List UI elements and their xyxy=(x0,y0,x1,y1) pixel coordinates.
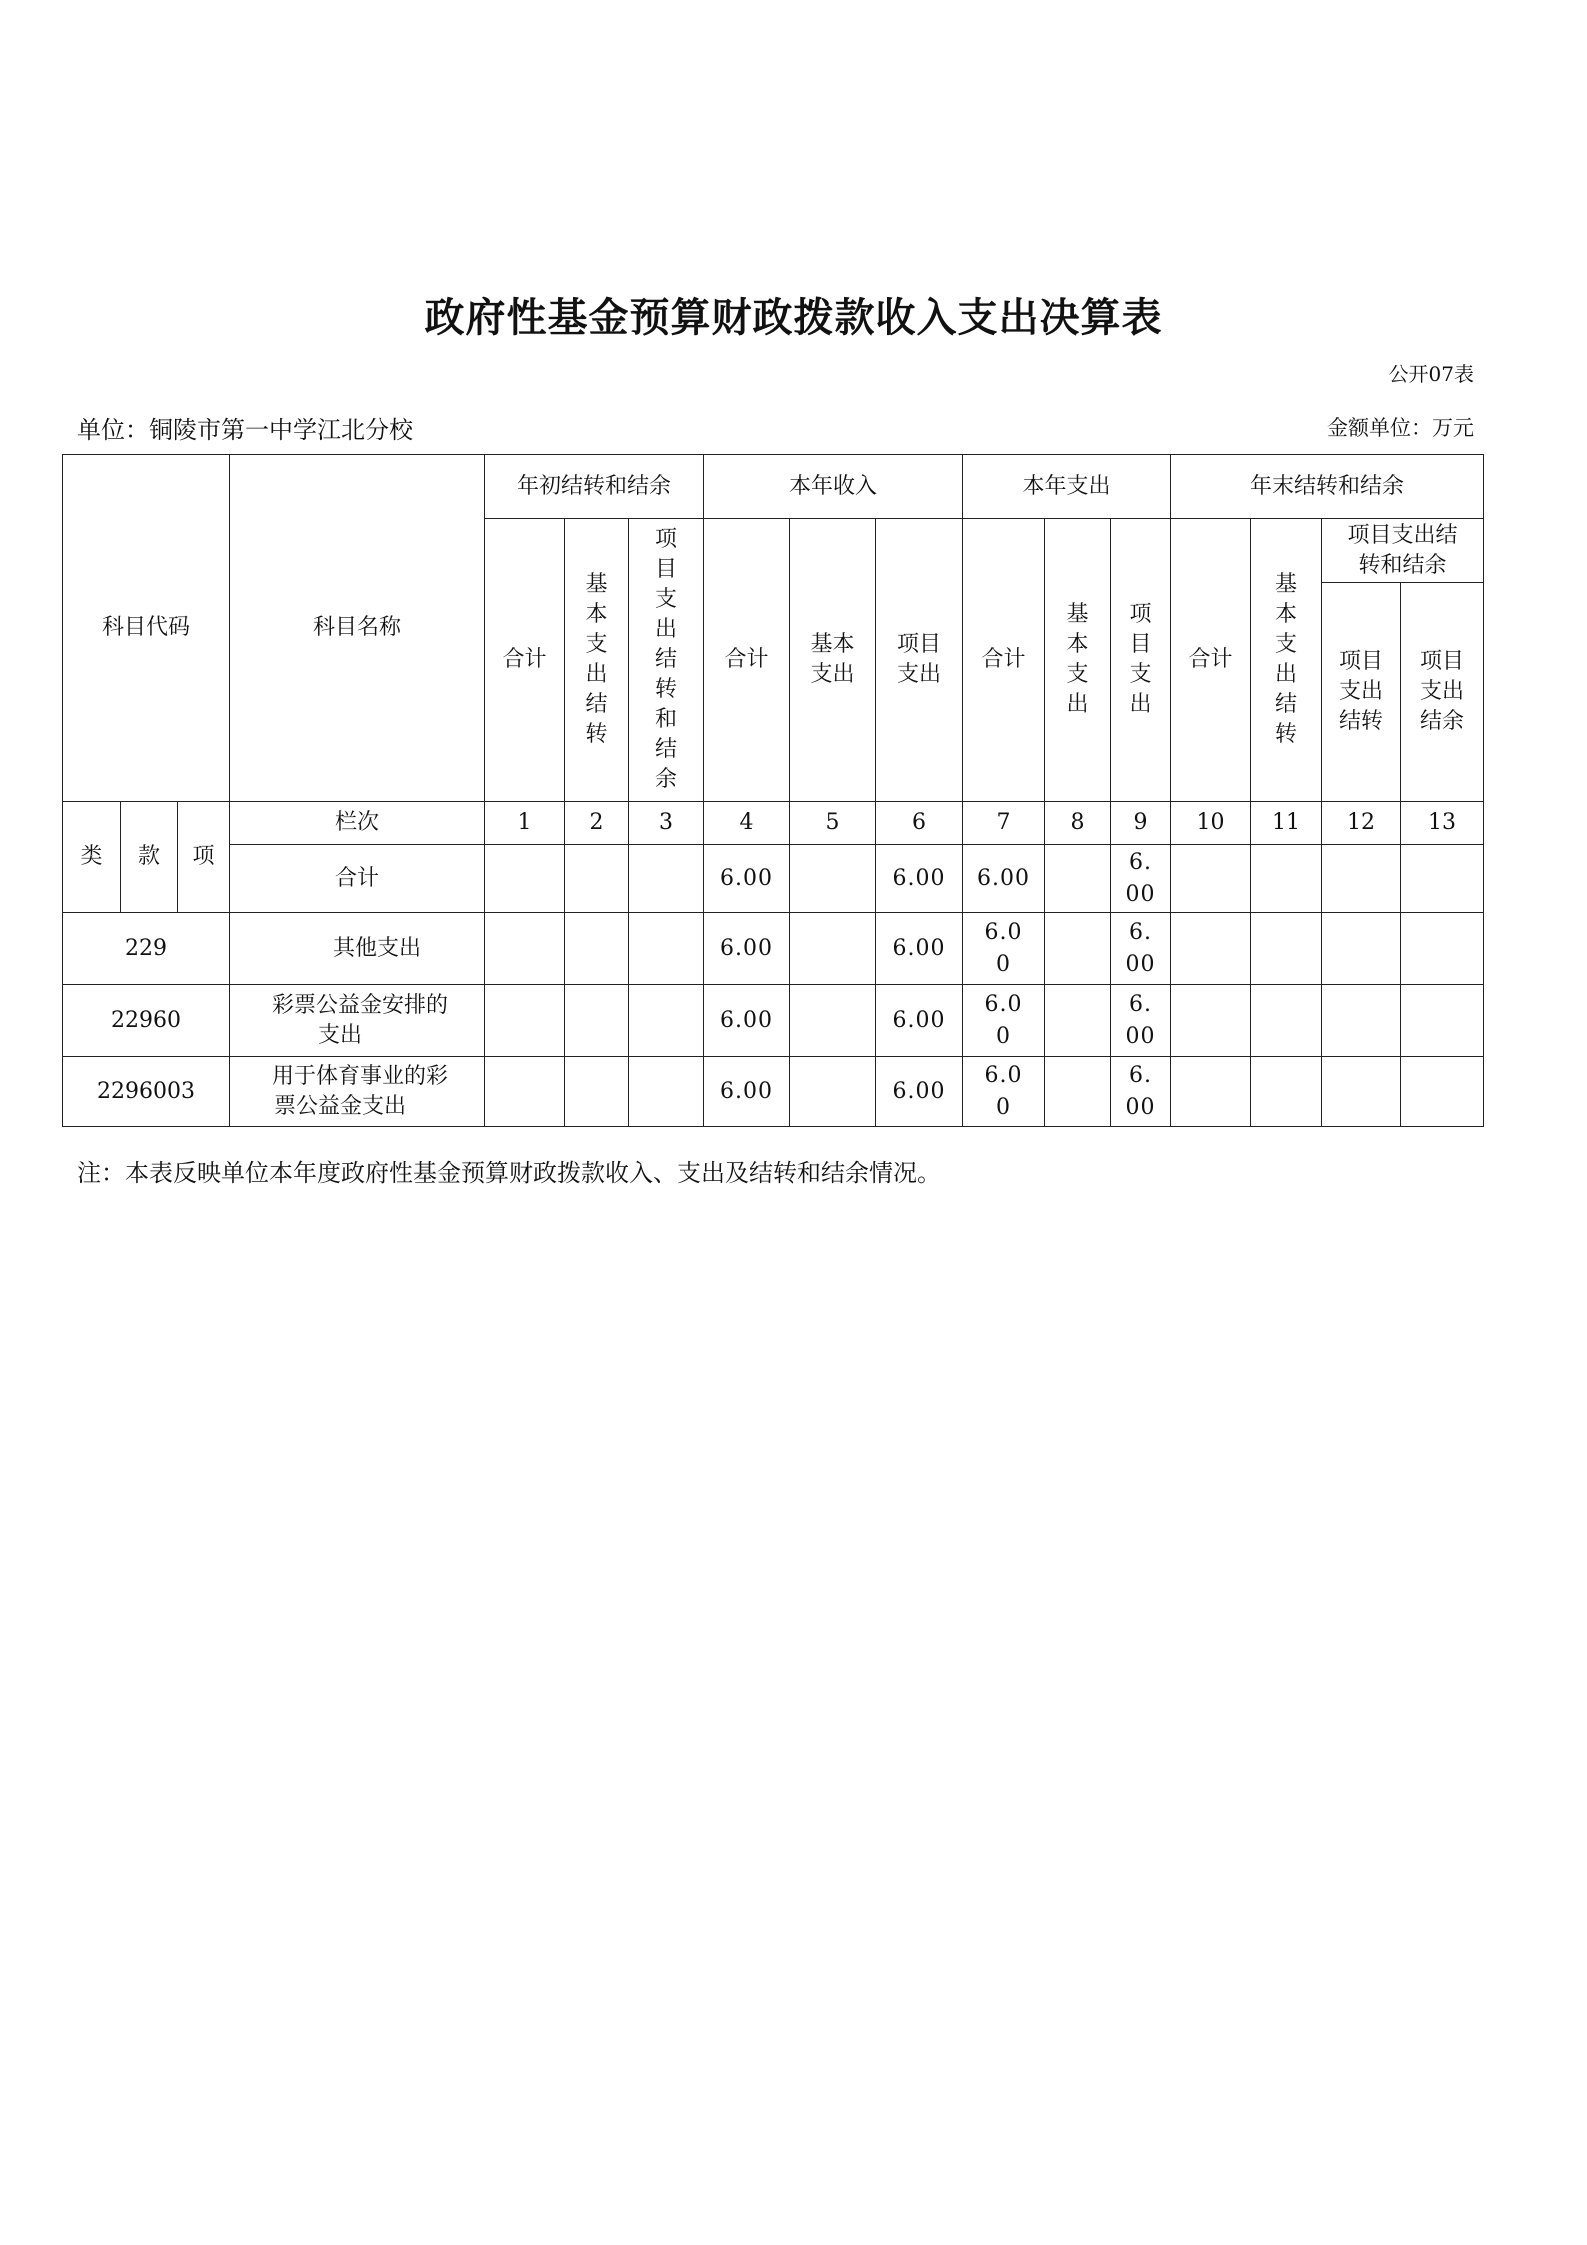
header-income-basic: 基本支出 xyxy=(790,519,876,802)
cell-expense-project: 6.00 xyxy=(1111,913,1171,985)
page-title: 政府性基金预算财政拨款收入支出决算表 xyxy=(424,295,1163,341)
header-subject-code: 科目代码 xyxy=(63,455,230,802)
footnote: 注：本表反映单位本年度政府性基金预算财政拨款收入、支出及结转和结余情况。 xyxy=(77,1159,941,1187)
row-code: 2296003 xyxy=(63,1057,230,1127)
cell-empty xyxy=(790,845,876,913)
total-row-name: 合计 xyxy=(230,845,485,913)
form-number: 公开07表 xyxy=(1388,362,1474,386)
header-income-project: 项目支出 xyxy=(876,519,963,802)
cell-empty xyxy=(1171,845,1251,913)
cell-empty xyxy=(1251,913,1322,985)
cell-empty xyxy=(1401,913,1484,985)
cell-income-project: 6.00 xyxy=(876,985,963,1057)
header-group-end: 年末结转和结余 xyxy=(1171,455,1484,519)
column-number: 1 xyxy=(485,802,565,845)
header-end-project-balance: 项目支出结余 xyxy=(1401,583,1484,802)
cell-income-total: 6.00 xyxy=(704,1057,790,1127)
cell-empty xyxy=(1322,845,1401,913)
cell-empty xyxy=(1171,1057,1251,1127)
header-group-begin: 年初结转和结余 xyxy=(485,455,704,519)
table-row xyxy=(63,1057,1484,1127)
cell-income-total: 6.00 xyxy=(704,985,790,1057)
cell-empty xyxy=(1401,985,1484,1057)
column-number: 12 xyxy=(1322,802,1401,845)
header-expense-project: 项目支出 xyxy=(1111,519,1171,802)
table-row xyxy=(63,913,1484,985)
cell-expense-total: 6.00 xyxy=(963,845,1045,913)
cell-empty xyxy=(1401,1057,1484,1127)
table-row xyxy=(63,985,1484,1057)
cell-empty xyxy=(629,913,704,985)
cell-empty xyxy=(565,845,629,913)
cell-empty xyxy=(565,913,629,985)
cell-empty xyxy=(1171,913,1251,985)
header-kuan: 款 xyxy=(121,802,178,913)
cell-empty xyxy=(485,913,565,985)
cell-expense-total: 6.00 xyxy=(963,1057,1045,1127)
cell-empty xyxy=(1251,985,1322,1057)
cell-empty xyxy=(629,1057,704,1127)
header-row-1 xyxy=(63,455,1484,519)
cell-empty xyxy=(1171,985,1251,1057)
header-end-total: 合计 xyxy=(1171,519,1251,802)
cell-income-project: 6.00 xyxy=(876,845,963,913)
cell-income-project: 6.00 xyxy=(876,1057,963,1127)
cell-expense-total: 6.00 xyxy=(963,985,1045,1057)
header-group-expense: 本年支出 xyxy=(963,455,1171,519)
header-xiang: 项 xyxy=(178,802,230,913)
cell-empty xyxy=(485,845,565,913)
header-expense-total: 合计 xyxy=(963,519,1045,802)
cell-income-total: 6.00 xyxy=(704,845,790,913)
row-code: 229 xyxy=(63,913,230,985)
column-number: 10 xyxy=(1171,802,1251,845)
header-subject-name: 科目名称 xyxy=(230,455,485,802)
column-number: 4 xyxy=(704,802,790,845)
cell-empty xyxy=(1322,1057,1401,1127)
column-number: 5 xyxy=(790,802,876,845)
cell-empty xyxy=(790,985,876,1057)
cell-empty xyxy=(1045,985,1111,1057)
cell-expense-project: 6.00 xyxy=(1111,985,1171,1057)
cell-empty xyxy=(1322,985,1401,1057)
header-end-project-carry: 项目支出结转 xyxy=(1322,583,1401,802)
cell-empty xyxy=(565,985,629,1057)
header-lei: 类 xyxy=(63,802,121,913)
cell-expense-total: 6.00 xyxy=(963,913,1045,985)
amount-unit-label: 金额单位：万元 xyxy=(1327,416,1474,440)
budget-table xyxy=(62,454,1484,1127)
header-income-total: 合计 xyxy=(704,519,790,802)
cell-empty xyxy=(629,845,704,913)
column-number: 13 xyxy=(1401,802,1484,845)
header-expense-basic: 基本支出 xyxy=(1045,519,1111,802)
row-name: 用于体育事业的彩票公益金支出 xyxy=(230,1057,485,1127)
column-number: 3 xyxy=(629,802,704,845)
row-name: 彩票公益金安排的支出 xyxy=(230,985,485,1057)
row-name: 其他支出 xyxy=(230,913,485,985)
unit-label: 单位：铜陵市第一中学江北分校 xyxy=(77,416,413,444)
row-code: 22960 xyxy=(63,985,230,1057)
header-end-project-carry-balance: 项目支出结转和结余 xyxy=(1322,519,1484,583)
cell-empty xyxy=(790,1057,876,1127)
cell-empty xyxy=(485,1057,565,1127)
column-number: 9 xyxy=(1111,802,1171,845)
column-number: 6 xyxy=(876,802,963,845)
cell-empty xyxy=(1045,845,1111,913)
column-number: 11 xyxy=(1251,802,1322,845)
header-group-income: 本年收入 xyxy=(704,455,963,519)
cell-empty xyxy=(1322,913,1401,985)
header-begin-basic-carry: 基本支出结转 xyxy=(565,519,629,802)
cell-expense-project: 6.00 xyxy=(1111,845,1171,913)
cell-empty xyxy=(565,1057,629,1127)
header-end-basic-carry: 基本支出结转 xyxy=(1251,519,1322,802)
column-number: 2 xyxy=(565,802,629,845)
cell-empty xyxy=(1045,913,1111,985)
cell-empty xyxy=(1251,845,1322,913)
cell-empty xyxy=(1045,1057,1111,1127)
column-number: 7 xyxy=(963,802,1045,845)
column-number: 8 xyxy=(1045,802,1111,845)
cell-empty xyxy=(1401,845,1484,913)
cell-empty xyxy=(629,985,704,1057)
header-begin-project-carry-balance: 项目支出结转和结余 xyxy=(629,519,704,802)
cell-income-total: 6.00 xyxy=(704,913,790,985)
cell-income-project: 6.00 xyxy=(876,913,963,985)
header-begin-total: 合计 xyxy=(485,519,565,802)
column-number-label: 栏次 xyxy=(230,802,485,845)
cell-empty xyxy=(485,985,565,1057)
cell-empty xyxy=(1251,1057,1322,1127)
cell-empty xyxy=(790,913,876,985)
total-row xyxy=(63,845,1484,913)
cell-expense-project: 6.00 xyxy=(1111,1057,1171,1127)
column-number-row xyxy=(63,802,1484,845)
